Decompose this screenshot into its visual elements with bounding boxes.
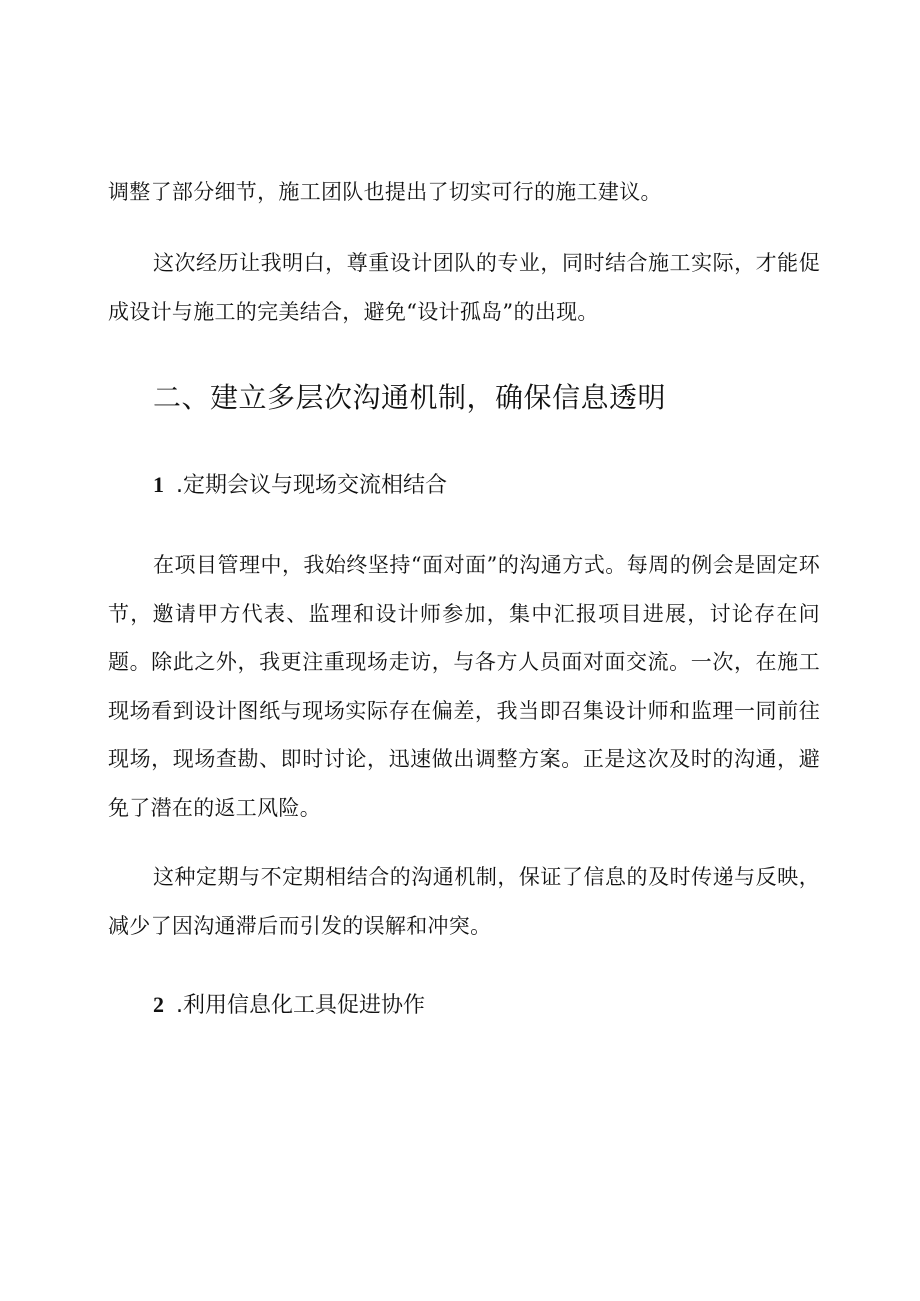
section-heading-communication: 二、建立多层次沟通机制，确保信息透明 [153, 381, 667, 414]
subsection-heading-meetings [153, 468, 447, 503]
paragraph-mechanism: 这种定期与不定期相结合的沟通机制，保证了信息的及时传递与反映，减少了因沟通滞后而引发的误解和冲突。 [108, 865, 820, 938]
subsection-number: 1 [153, 472, 164, 497]
paragraph-meetings: 在项目管理中，我始终坚持“面对面”的沟通方式。每周的例会是固定环节，邀请甲方代表、监理和设计师参加，集中汇报项目进展，讨论存在问题。除此之外，我更注重现场走访，与各方人员面对面交流。一次，在施工现场看到设计图纸与现场实际存在偏差，我当即召集设计师和监理一同前往现场，现场查勘、即时讨论，迅速做出调整方案。正是这次及时的沟通，避免了潜在的返工风险。 [108, 553, 820, 820]
subsection-title: .利用信息化工具促进协作 [176, 993, 425, 1018]
subsection-title: .定期会议与现场交流相结合 [176, 473, 447, 498]
subsection-heading-tools [153, 988, 425, 1023]
paragraph-continuation: 调整了部分细节，施工团队也提出了切实可行的施工建议。 [108, 180, 662, 204]
subsection-number: 2 [153, 992, 164, 1017]
paragraph-lesson: 这次经历让我明白，尊重设计团队的专业，同时结合施工实际，才能促成设计与施工的完美结合，避免“设计孤岛”的出现。 [108, 251, 820, 324]
